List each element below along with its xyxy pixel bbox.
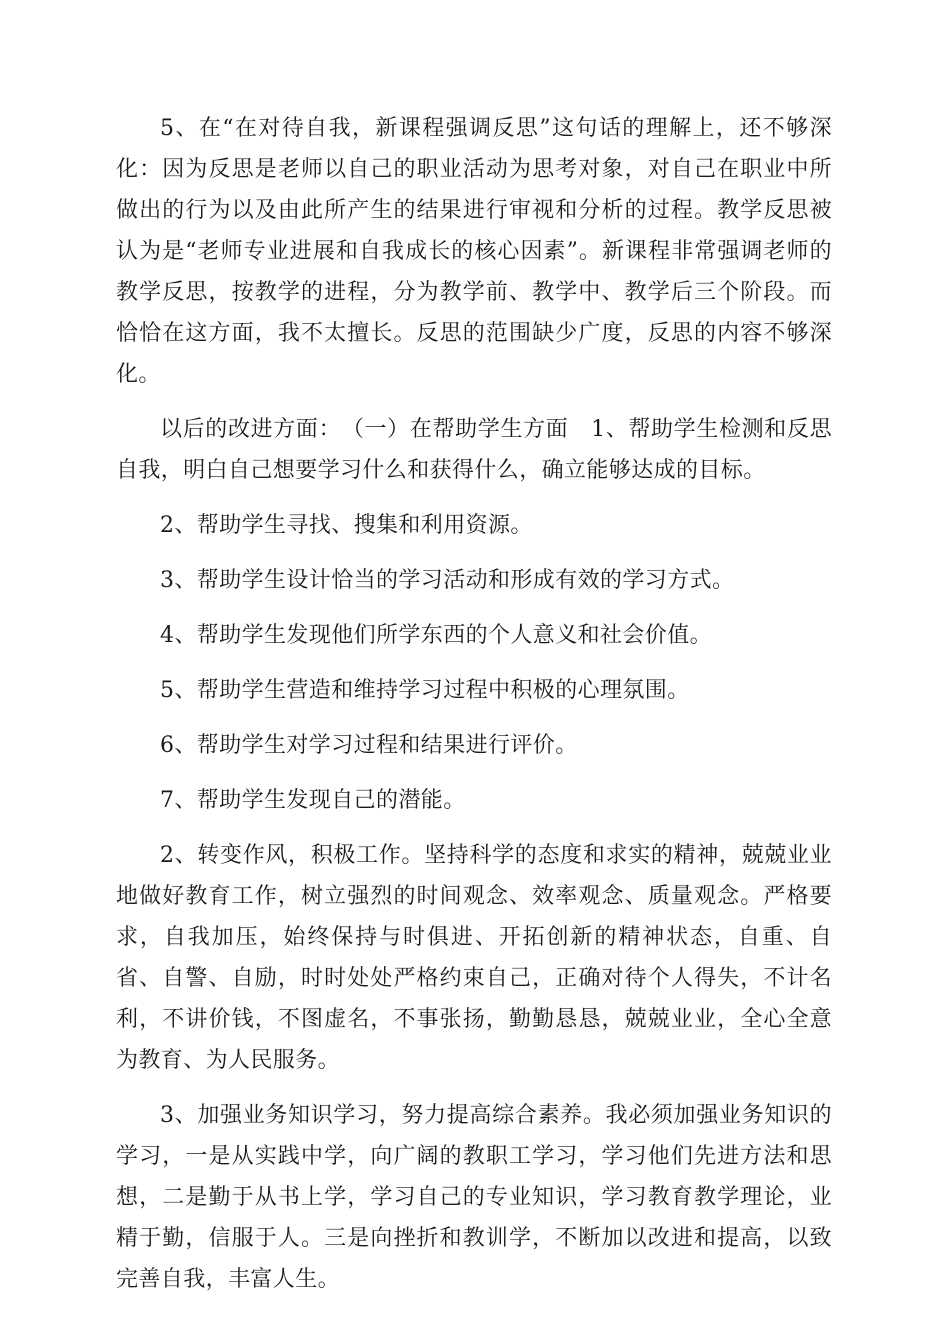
paragraph-item-2: 2、帮助学生寻找、搜集和利用资源。 — [160, 513, 533, 538]
paragraph-improvement-intro: 以后的改进方面： （一）在帮助学生方面 1、帮助学生检测和反思自我，明白自己想要学习什么和获得什么，确立能够达成的目标。 — [116, 417, 832, 483]
paragraph-study: 3、加强业务知识学习，努力提高综合素养。我必须加强业务知识的学习，一是从实践中学，向广阔的教职工学习，学习他们先进方法和思想，二是勤于从书上学，学习自己的专业知识，学习教育教学理论，业精于勤，信服于人。三是向挫折和教训学，不断加以改进和提高，以致完善自我，丰富人生。 — [116, 1103, 832, 1292]
paragraph-item-7: 7、帮助学生发现自己的潜能。 — [160, 788, 466, 813]
paragraph-work-style: 2、转变作风，积极工作。坚持科学的态度和求实的精神，兢兢业业地做好教育工作，树立强烈的时间观念、效率观念、质量观念。严格要求，自我加压，始终保持与时俱进、开拓创新的精神状态，自重、自省、自警、自励，时时处处严格约束自己，正确对待个人得失，不计名利，不讲价钱，不图虚名，不事张扬，勤勤恳恳，兢兢业业，全心全意为教育、为人民服务。 — [116, 843, 832, 1073]
paragraph-item-3: 3、帮助学生设计恰当的学习活动和形成有效的学习方式。 — [160, 568, 735, 593]
paragraph-reflection: 5、在“在对待自我，新课程强调反思”这句话的理解上，还不够深化：因为反思是老师以自己的职业活动为思考对象，对自己在职业中所做出的行为以及由此所产生的结果进行审视和分析的过程。教学反思被认为是“老师专业进展和自我成长的核心因素”。新课程非常强调老师的教学反思，按教学的进程，分为教学前、教学中、教学后三个阶段。而恰恰在这方面，我不太擅长。反思的范围缺少广度，反思的内容不够深化。 — [116, 116, 832, 387]
paragraph-item-5: 5、帮助学生营造和维持学习过程中积极的心理氛围。 — [160, 678, 690, 703]
paragraph-item-4: 4、帮助学生发现他们所学东西的个人意义和社会价值。 — [160, 623, 712, 648]
paragraph-item-6: 6、帮助学生对学习过程和结果进行评价。 — [160, 733, 578, 758]
document-body — [116, 108, 832, 1300]
